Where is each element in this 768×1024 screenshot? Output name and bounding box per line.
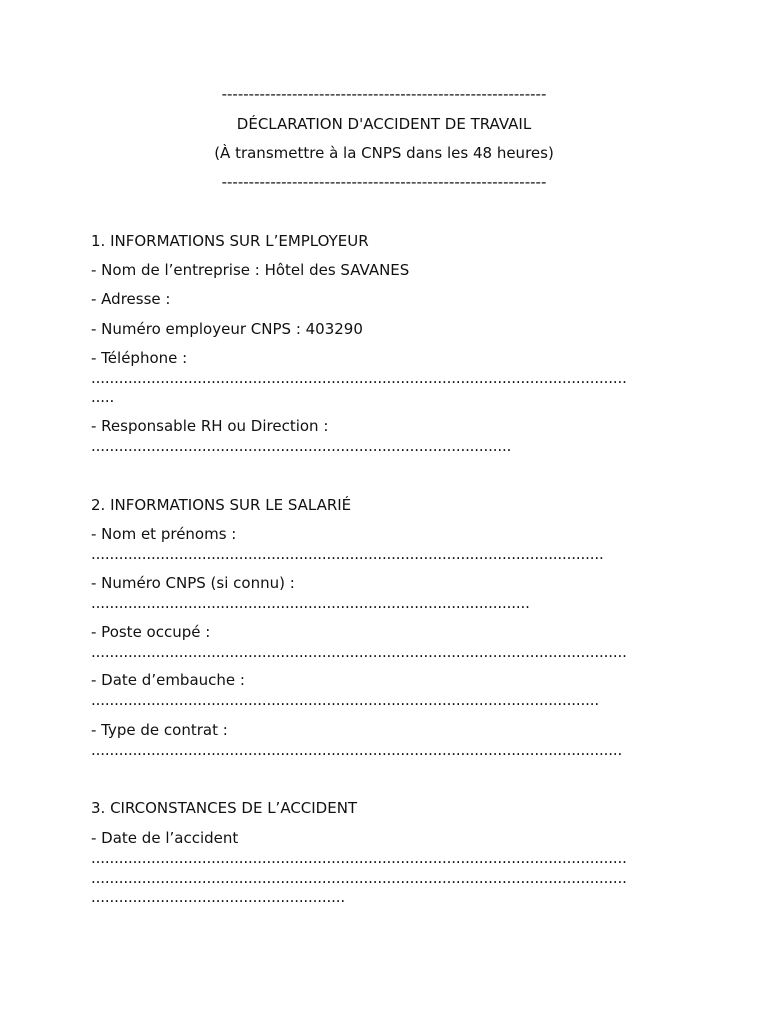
employee-name-label: - Nom et prénoms : xyxy=(91,525,237,543)
header-rule-bottom: ------------------------------------------------------------ xyxy=(221,173,547,191)
hire-date-label: - Date d’embauche : xyxy=(91,671,245,689)
contract-type-dots: ................................................................................................................... xyxy=(91,741,623,759)
employee-name-dots: ............................................................................................................... xyxy=(91,545,604,563)
position-label: - Poste occupé : xyxy=(91,623,211,641)
section-1-heading: 1. INFORMATIONS SUR L’EMPLOYEUR xyxy=(91,232,369,250)
header-rule-top: ------------------------------------------------------------ xyxy=(221,85,547,103)
cnps-number-dots: ............................................................................................... xyxy=(91,594,530,612)
accident-dots-1: .................................................................................................................... xyxy=(91,849,627,867)
phone-label: - Téléphone : xyxy=(91,349,188,367)
phone-dots-1: .................................................................................................................... xyxy=(91,369,627,387)
cnps-number-label: - Numéro CNPS (si connu) : xyxy=(91,574,295,592)
employer-number-line: - Numéro employeur CNPS : 403290 xyxy=(91,320,363,338)
section-3-heading: 3. CIRCONSTANCES DE L’ACCIDENT xyxy=(91,799,358,817)
accident-date-label: - Date de l’accident xyxy=(91,829,239,847)
contract-type-label: - Type de contrat : xyxy=(91,721,228,739)
document-title: DÉCLARATION D'ACCIDENT DE TRAVAIL xyxy=(236,115,532,133)
accident-dots-2: .................................................................................................................... xyxy=(91,869,627,887)
position-dots: .................................................................................................................... xyxy=(91,643,627,661)
company-name-line: - Nom de l’entreprise : Hôtel des SAVANES xyxy=(91,261,410,279)
section-2-heading: 2. INFORMATIONS SUR LE SALARIÉ xyxy=(91,496,352,514)
hr-label: - Responsable RH ou Direction : xyxy=(91,417,329,435)
hire-date-dots: .............................................................................................................. xyxy=(91,691,599,709)
phone-dots-2: ..... xyxy=(91,388,115,406)
address-line: - Adresse : xyxy=(91,290,171,308)
document-subtitle: (À transmettre à la CNPS dans les 48 heures) xyxy=(214,144,554,162)
hr-dots: ........................................................................................... xyxy=(91,437,512,455)
accident-dots-3: ....................................................... xyxy=(91,888,345,906)
